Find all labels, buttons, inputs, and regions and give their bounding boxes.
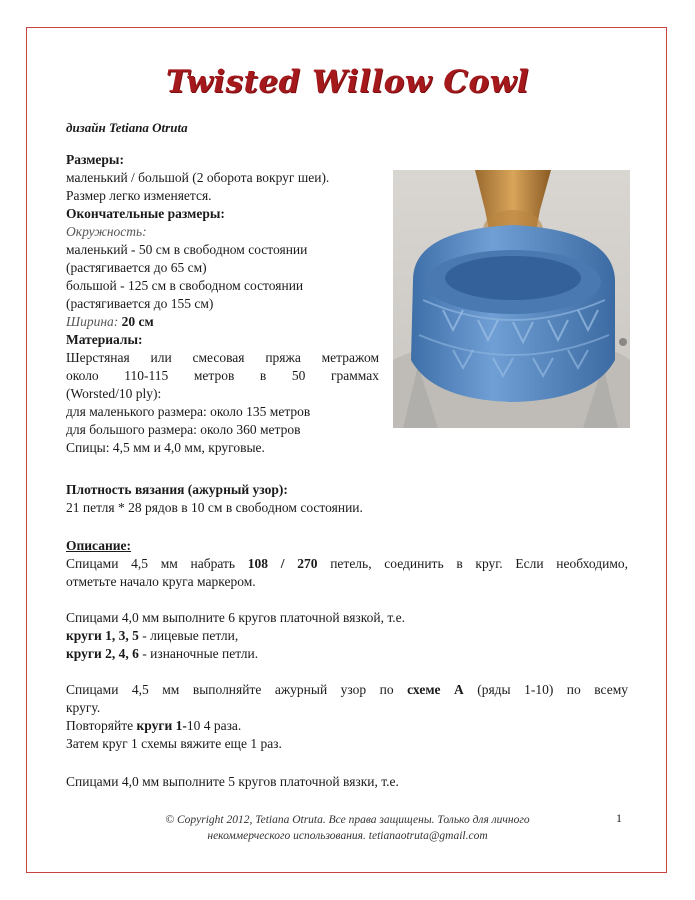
materials-line-5: для большого размера: около 360 метров <box>66 422 301 437</box>
description-p4: круги 2, 4, 6 - изнаночные петли. <box>66 646 259 661</box>
final-sizes-heading: Окончательные размеры: <box>66 206 225 221</box>
description-heading: Описание: <box>66 538 132 553</box>
footer-usage: некоммерческого использования. tetianaotruta@gmail.com <box>207 830 488 842</box>
cowl-illustration <box>393 170 630 428</box>
materials-line-2: около 110-115 метров в 50 граммах <box>66 368 379 383</box>
circumference-label: Окружность: <box>66 224 147 239</box>
width-line <box>66 313 154 330</box>
width-label: Ширина: <box>66 314 119 329</box>
footer-copyright: © Copyright 2012, Tetiana Otruta. Все права защищены. Только для личного <box>165 814 530 826</box>
page-title: Twisted Willow Cowl <box>165 64 530 100</box>
large-size-line-1: большой - 125 см в свободном состоянии <box>66 278 304 293</box>
gauge-text: 21 петля * 28 рядов в 10 см в свободном состоянии. <box>66 500 363 515</box>
description-p1-line1: Спицами 4,5 мм набрать 108 / 270 петель, соединить в круг. Если необходимо, <box>66 556 628 571</box>
sizes-line-1: маленький / большой (2 оборота вокруг шеи). <box>66 170 330 185</box>
large-size-line-2: (растягивается до 155 см) <box>66 296 214 311</box>
description-p5-line1: Спицами 4,5 мм выполняйте ажурный узор по схеме А (ряды 1-10) по всему <box>66 682 628 697</box>
materials-line-3: (Worsted/10 ply): <box>66 386 162 401</box>
designer-credit: дизайн Tetiana Otruta <box>66 120 188 135</box>
description-p6: Повторяйте круги 1-10 4 раза. <box>66 718 242 733</box>
materials-heading: Материалы: <box>66 332 143 347</box>
gauge-heading: Плотность вязания (ажурный узор): <box>66 482 288 497</box>
sizes-heading: Размеры: <box>66 152 124 167</box>
description-p5-line2: кругу. <box>66 700 101 715</box>
sizes-line-2: Размер легко изменяется. <box>66 188 212 203</box>
cowl-photo <box>393 170 630 428</box>
small-size-line-2: (растягивается до 65 см) <box>66 260 207 275</box>
materials-line-6: Спицы: 4,5 мм и 4,0 мм, круговые. <box>66 440 265 455</box>
description-p2: Спицами 4,0 мм выполните 6 кругов платочной вязкой, т.е. <box>66 610 405 625</box>
description-p8: Спицами 4,0 мм выполните 5 кругов платочной вязки, т.е. <box>66 774 399 789</box>
description-p7: Затем круг 1 схемы вяжите еще 1 раз. <box>66 736 282 751</box>
small-size-line-1: маленький - 50 см в свободном состоянии <box>66 242 308 257</box>
description-p3: круги 1, 3, 5 - лицевые петли, <box>66 628 239 643</box>
materials-line-1: Шерстяная или смесовая пряжа метражом <box>66 350 379 365</box>
description-p1-line2: отметьте начало круга маркером. <box>66 574 256 589</box>
width-value: 20 см <box>121 314 154 329</box>
page-number: 1 <box>616 811 622 825</box>
materials-line-4: для маленького размера: около 135 метров <box>66 404 311 419</box>
